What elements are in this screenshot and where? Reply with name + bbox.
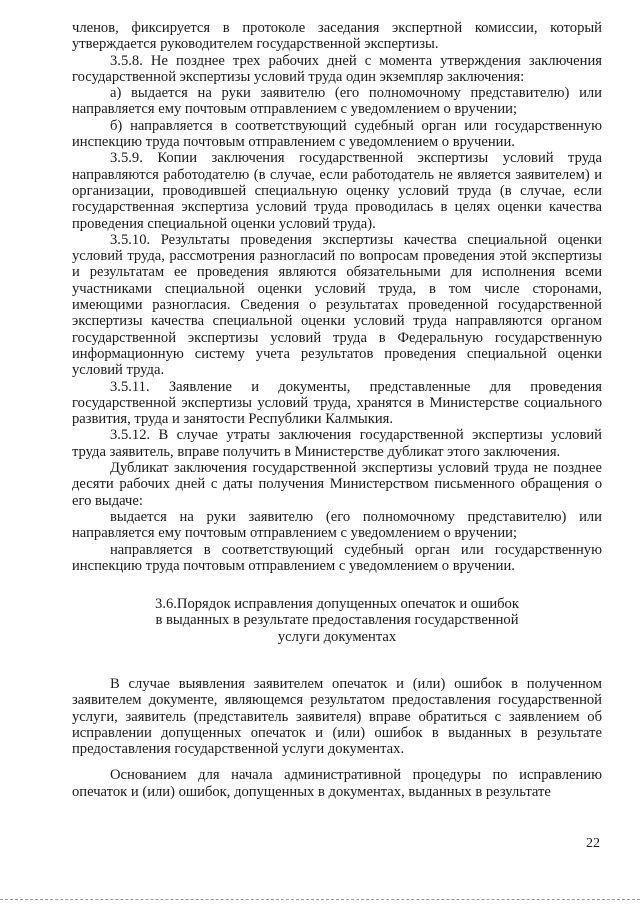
section-heading-3-6 [72,596,602,645]
paragraph-3-5-10: 3.5.10. Результаты проведения экспертизы качества специальной оценки условий труда, рассмотрения разногласий по вопросам проведения этой экспертизы и результатам ее проведения являются обязательными для исполнения всеми участниками специальной оценки условий труда, в том числе сторонами, имеющими разногласия. Сведения о результатах проведенной государственной экспертизы качества специальной оценки условий труда направляются органом государственной экспертизы условий труда в Федеральную государственную информационную систему учета результатов проведения специальной оценки условий труда. [72,231,602,379]
document-page [72,20,602,800]
paragraph-errors-basis: Основанием для начала административной процедуры по исправлению опечаток и (или) ошибок, допущенных в документах, выданных в результате [72,767,602,800]
paragraph-3-5-8-b: б) направляется в соответствующий судебный орган или государственную инспекцию труда почтовым отправлением с уведомлением о вручении. [72,117,602,151]
paragraph-3-5-8-a: а) выдается на руки заявителю (его полномочному представителю) или направляется ему почтовым отправлением с уведомлением о вручении; [72,85,602,118]
paragraph-3-5-11: 3.5.11. Заявление и документы, представленные для проведения государственной экспертизы условий труда, хранятся в Министерстве социального развития, труда и занятости Республики Калмыкия. [72,378,602,428]
scan-edge-divider [0,899,640,900]
section-heading-line-1: 3.6.Порядок исправления допущенных опечаток и ошибок [155,596,519,613]
paragraph-protocol: членов, фиксируется в протоколе заседания экспертной комиссии, который утверждается руководителем государственной экспертизы. [72,20,602,53]
paragraph-3-5-12: 3.5.12. В случае утраты заключения государственной экспертизы условий труда заявитель, вправе получить в Министерстве дубликат этого заключения. [72,427,602,460]
section-heading-line-3: услуги документах [277,628,397,645]
paragraph-3-5-9: 3.5.9. Копии заключения государственной экспертизы условий труда направляются работодателю (в случае, если работодатель не является заявителем) и организации, проводившей специальную оценку условий труда (в случае, если государственная экспертиза условий труда проводилась в целях оценки качества проведения специальной оценки условий труда). [72,150,602,232]
page-number: 22 [586,836,600,851]
paragraph-duplicate: Дубликат заключения государственной экспертизы условий труда не позднее десяти рабочих дней с даты получения Министерством письменного обращения о его выдаче: [72,460,602,509]
section-heading-line-2: в выданных в результате предоставления государственной [155,612,519,629]
paragraph-duplicate-issue: выдается на руки заявителю (его полномочному представителю) или направляется ему почтовым отправлением с уведомлением о вручении; [72,508,602,542]
paragraph-duplicate-send: направляется в соответствующий судебный орган или государственную инспекцию труда почтовым отправлением с уведомлением о вручении. [72,541,602,574]
paragraph-3-5-8: 3.5.8. Не позднее трех рабочих дней с момента утверждения заключения государственной экспертизы условий труда один экземпляр заключения: [72,52,602,85]
paragraph-errors-request: В случае выявления заявителем опечаток и (или) ошибок в полученном заявителем документе, являющемся результатом предоставления государственной услуги, заявитель (представитель заявителя) вправе обратиться с заявлением об исправлении допущенных опечаток и (или) ошибок в выданных в результате предоставления государственной услуги документах. [72,675,602,758]
